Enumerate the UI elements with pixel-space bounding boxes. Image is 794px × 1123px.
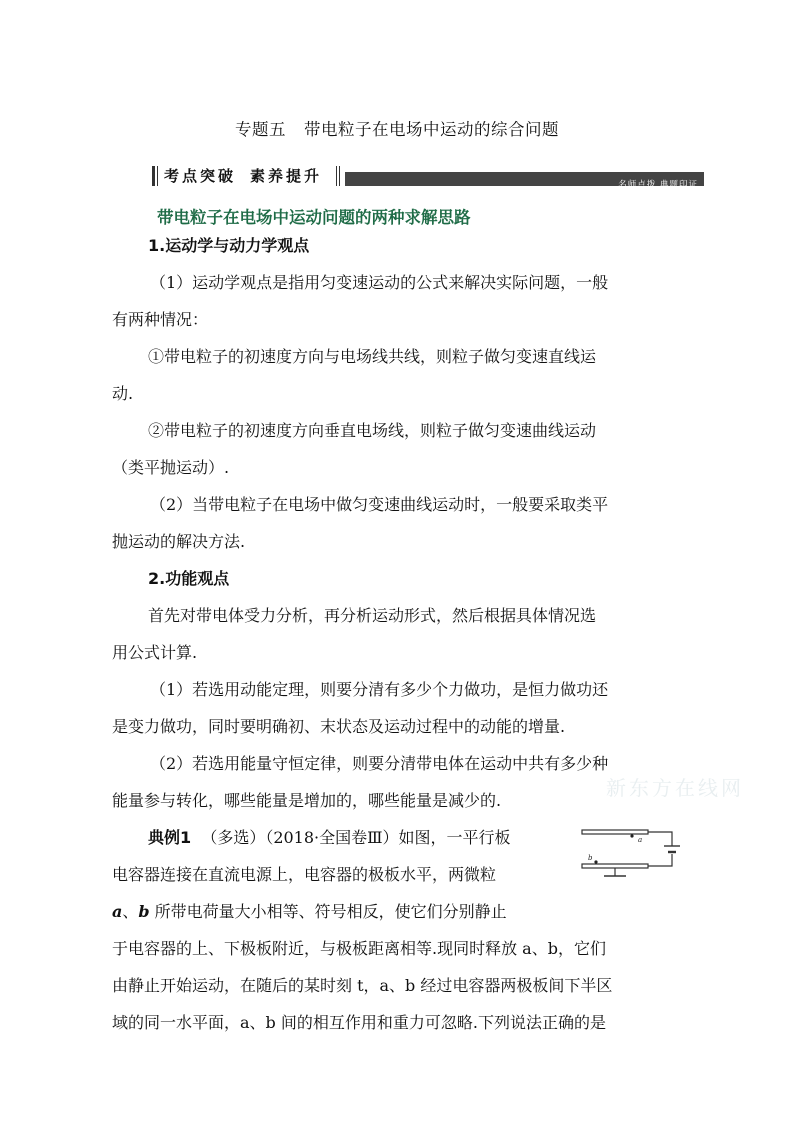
text-line: （1）运动学观点是指用匀变速运动的公式来解决实际问题，一般 xyxy=(150,273,609,292)
banner-left-bar-thin xyxy=(157,166,158,186)
banner-left-bar xyxy=(152,166,155,186)
banner-title xyxy=(164,166,322,186)
label-b: b xyxy=(588,854,593,862)
capacitor-diagram xyxy=(576,808,682,890)
text-line: 是变力做功，同时要明确初、末状态及运动过程中的动能的增量. xyxy=(112,717,566,736)
title-topic-name: 带电粒子在电场中运动的综合问题 xyxy=(304,120,559,139)
wire-upper xyxy=(648,832,672,846)
lower-plate xyxy=(582,864,648,868)
text-line: （2）当带电粒子在电场中做匀变速曲线运动时，一般要采取类平 xyxy=(150,495,609,514)
upper-plate xyxy=(582,830,648,834)
particle-b xyxy=(594,860,597,863)
separator: 、 xyxy=(122,902,139,921)
example-line xyxy=(148,819,588,856)
banner-title-part1: 考点突破 xyxy=(164,167,237,185)
section-banner xyxy=(152,166,704,190)
example-line xyxy=(112,893,572,930)
text-line: 能量参与转化，哪些能量是增加的，哪些能量是减少的. xyxy=(112,791,502,810)
banner-separator-thin xyxy=(339,166,340,186)
example-label: 典例1 xyxy=(148,828,192,847)
var-a: a xyxy=(112,902,123,921)
example-text: 所带电荷量大小相等、符号相反，使它们分别静止 xyxy=(149,902,507,921)
text-line: 抛运动的解决方法. xyxy=(112,532,246,551)
text-line: ①带电粒子的初速度方向与电场线共线，则粒子做匀变速直线运 xyxy=(148,347,597,366)
subheading-energy: 2.功能观点 xyxy=(148,569,230,588)
text-line: （2）若选用能量守恒定律，则要分清带电体在运动中共有多少种 xyxy=(150,754,609,773)
banner-title-part2: 素养提升 xyxy=(250,167,323,185)
text-line: （类平抛运动）. xyxy=(112,458,230,477)
wire-lower xyxy=(648,854,672,866)
subheading-kinematics: 1.运动学与动力学观点 xyxy=(148,236,310,255)
title-topic-number: 专题五 xyxy=(235,120,286,139)
banner-tag: 名师点拨 典题印证 xyxy=(618,180,698,190)
example-line: 于电容器的上、下极板附近，与极板距离相等.现同时释放 a、b，它们 xyxy=(112,939,606,958)
text-line: 有两种情况： xyxy=(112,310,209,329)
example-line: 域的同一水平面，a、b 间的相互作用和重力可忽略.下列说法正确的是 xyxy=(112,1013,606,1032)
example-text: （多选）（2018·全国卷Ⅲ）如图，一平行板 xyxy=(201,828,511,847)
text-line: （1）若选用动能定理，则要分清有多少个力做功，是恒力做功还 xyxy=(150,680,609,699)
section-heading: 带电粒子在电场中运动问题的两种求解思路 xyxy=(157,208,471,227)
watermark: 新东方在线网 xyxy=(606,776,744,800)
banner-stripe xyxy=(345,172,704,190)
particle-a xyxy=(630,834,633,837)
text-line: ②带电粒子的初速度方向垂直电场线，则粒子做匀变速曲线运动 xyxy=(148,421,597,440)
page-title xyxy=(0,116,794,140)
text-line: 用公式计算. xyxy=(112,643,198,662)
label-a: a xyxy=(638,836,643,844)
example-line: 由静止开始运动，在随后的某时刻 t，a、b 经过电容器两极板间下半区 xyxy=(112,976,613,995)
text-line: 首先对带电体受力分析，再分析运动形式，然后根据具体情况选 xyxy=(148,606,597,625)
example-line: 电容器连接在直流电源上，电容器的极板水平，两微粒 xyxy=(112,865,497,884)
text-line: 动. xyxy=(112,384,134,403)
banner-separator xyxy=(336,166,337,186)
var-b: b xyxy=(138,902,150,921)
